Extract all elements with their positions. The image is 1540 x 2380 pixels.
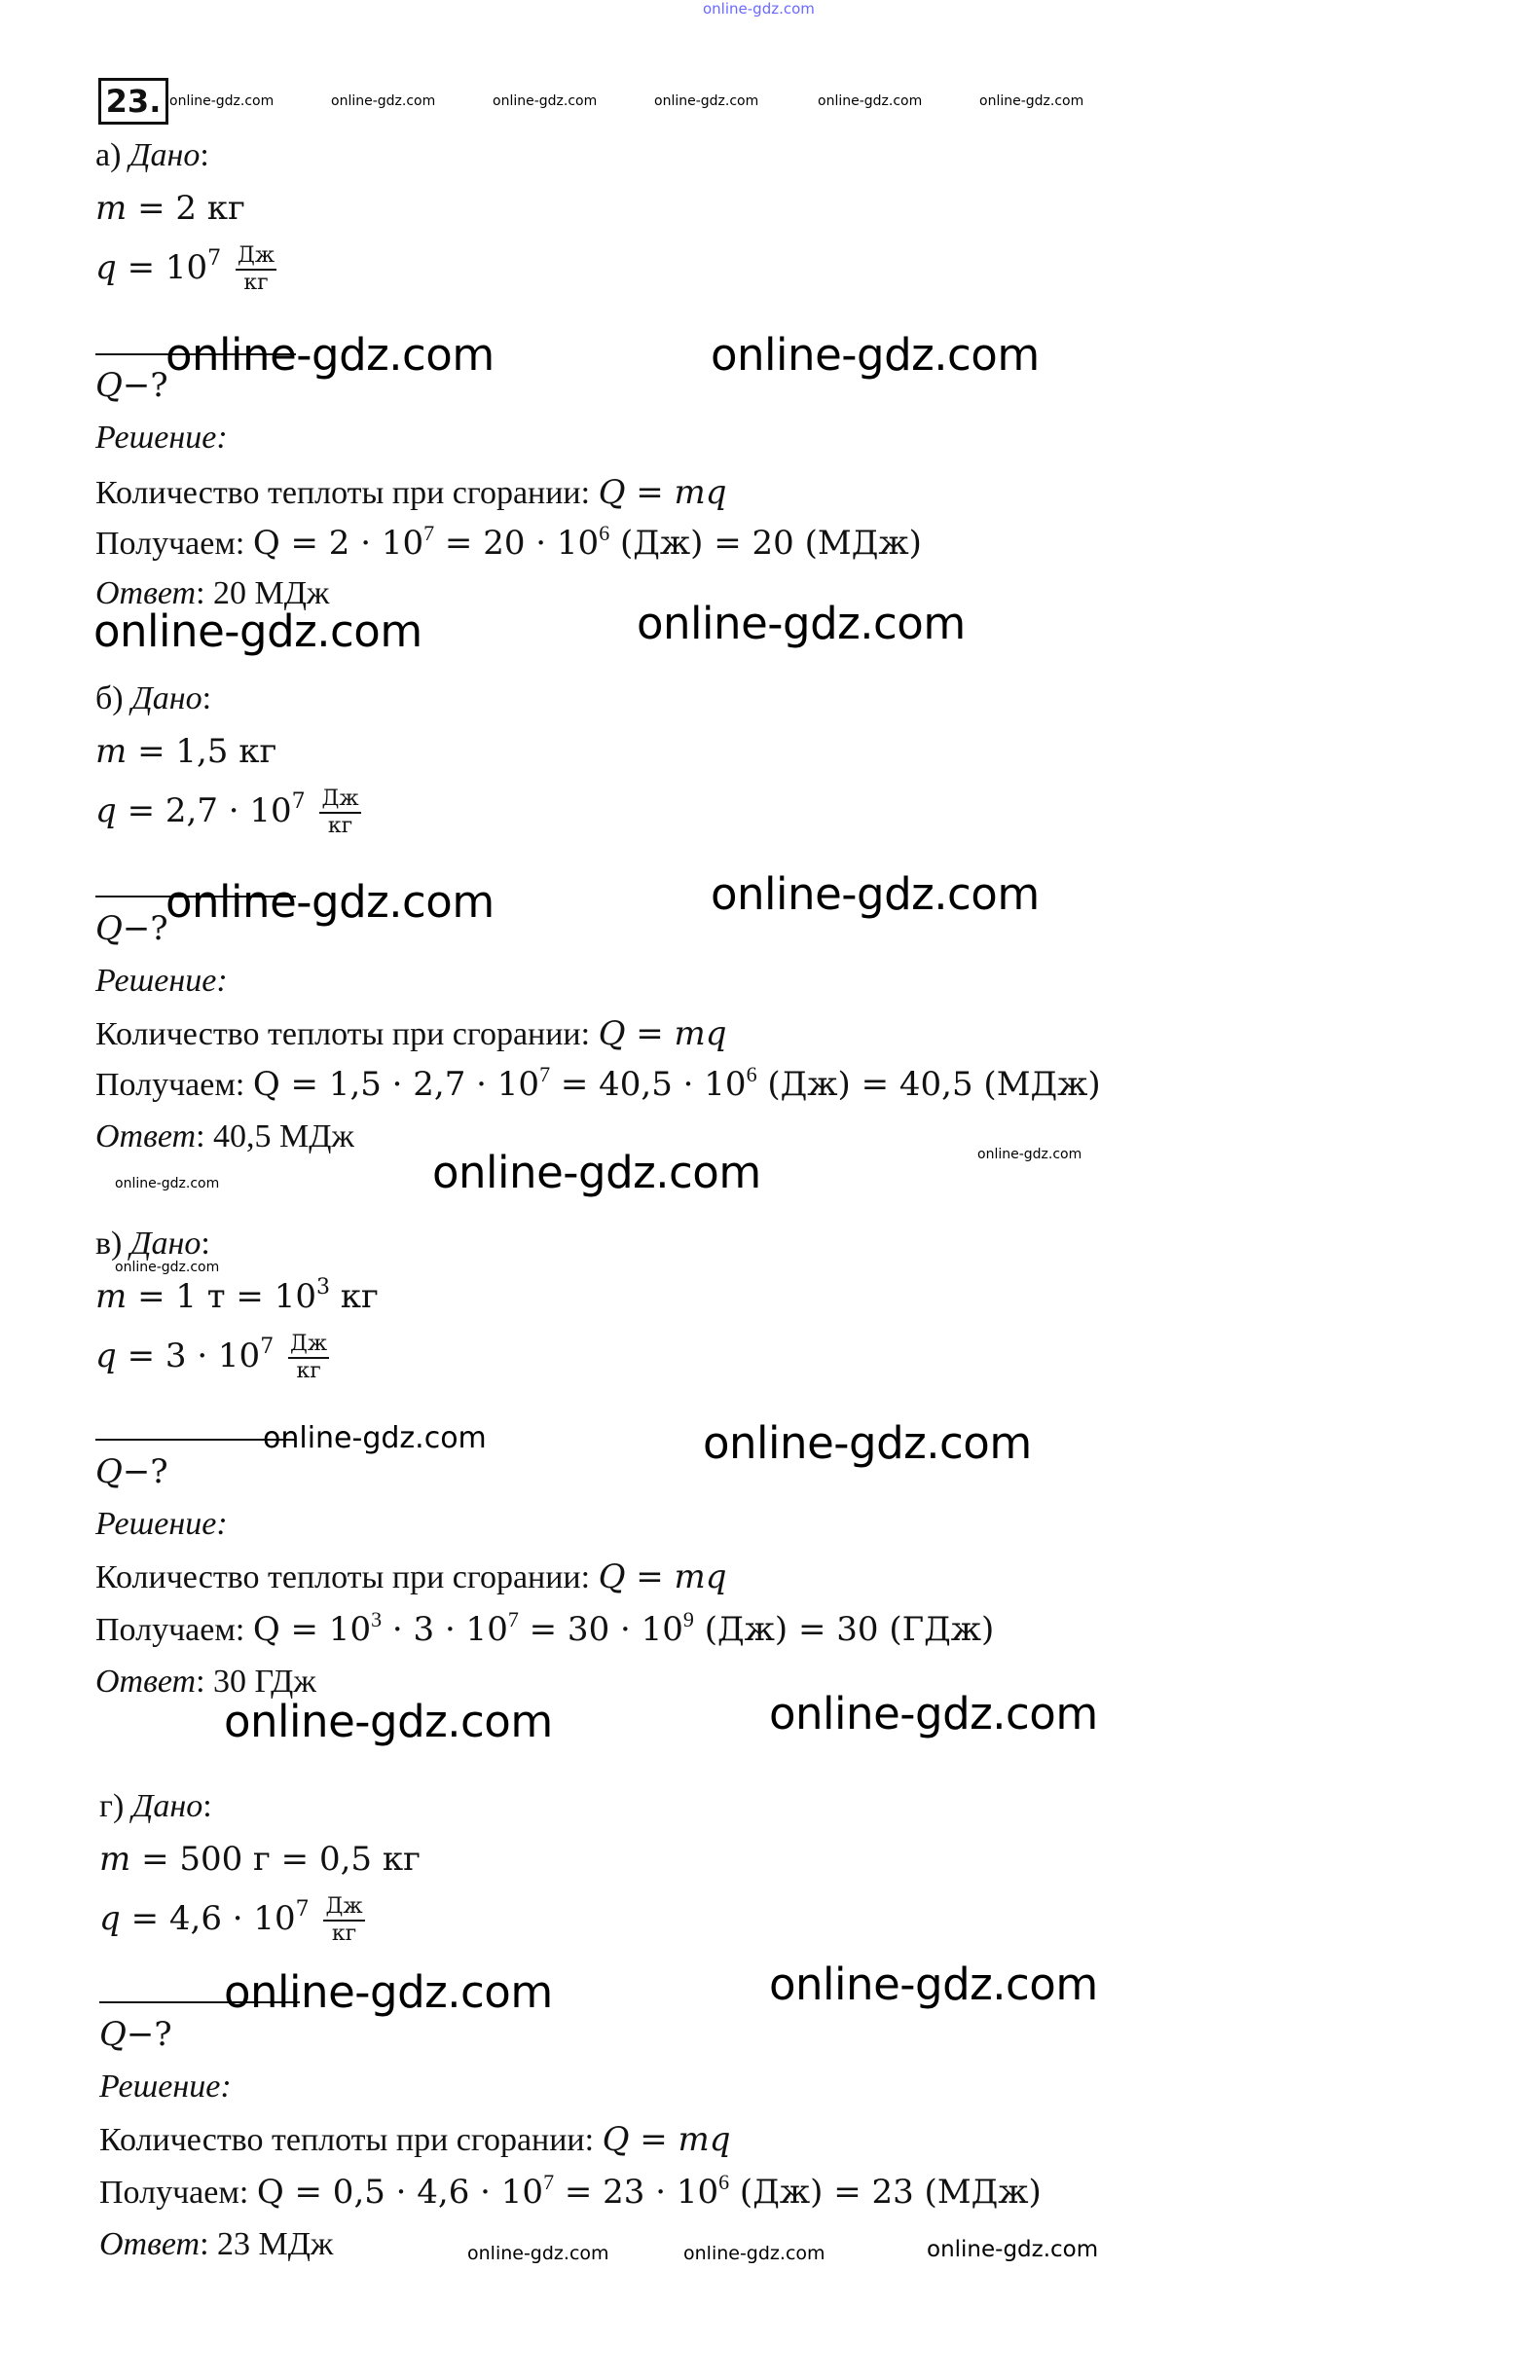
part-c-result: Получаем: $Q = 10^3 \cdot 3 \cdot 10^7 = 30 \cdot 10^9$ (Дж) = 30 (ГДж) — [95, 1607, 995, 1649]
part-d-given: г) Дано: — [99, 1788, 212, 1824]
watermark-large: online-gdz.com — [165, 876, 495, 928]
part-a-heat: $q = 10^7$ $\frac{Дж}{кг}$ — [95, 243, 275, 295]
watermark-large: online-gdz.com — [711, 329, 1040, 381]
part-b-given: б) Дано: — [95, 680, 212, 716]
part-label: а) — [95, 137, 122, 173]
unit-fraction: $\frac{Дж}{кг}$ — [321, 787, 359, 838]
part-d-solution-heading: Решение: — [99, 2069, 232, 2105]
part-a-formula: Количество теплоты при сгорании: Q = mq — [95, 473, 727, 512]
part-d-heat: $q = 4,6 \cdot 10^7$ $\frac{Дж}{кг}$ — [99, 1894, 363, 1946]
part-b-result: Получаем: $Q = 1,5 \cdot 2,7 \cdot 10^7 = 40,5 \cdot 10^6$ (Дж) = 40,5 (МДж) — [95, 1062, 1101, 1104]
watermark-small: online-gdz.com — [683, 2243, 825, 2264]
part-c-answer: Ответ: 30 ГДж — [95, 1664, 316, 1700]
part-c-given: в) Дано: — [95, 1226, 210, 1262]
part-b-solution-heading: Решение: — [95, 963, 228, 999]
watermark-small: online-gdz.com — [331, 93, 436, 109]
part-b-find: Q−? — [95, 909, 168, 948]
problem-number: 23. — [98, 78, 168, 125]
watermark-small: online-gdz.com — [467, 2243, 609, 2264]
watermark-small: online-gdz.com — [654, 93, 759, 109]
watermark-small: online-gdz.com — [493, 93, 598, 109]
watermark-small: online-gdz.com — [818, 93, 923, 109]
unit-fraction: $\frac{Дж}{кг}$ — [237, 243, 275, 295]
part-a-find: Q−? — [95, 366, 168, 405]
watermark-large: online-gdz.com — [769, 1959, 1098, 2010]
watermark-small: online-gdz.com — [115, 1260, 220, 1275]
part-d-mass: m = 500 г = 0,5 кг — [99, 1840, 421, 1879]
part-d-formula: Количество теплоты при сгорании: Q = mq — [99, 2120, 731, 2159]
part-b-answer: Ответ: 40,5 МДж — [95, 1118, 354, 1154]
part-a-answer: Ответ: 20 МДж — [95, 575, 330, 611]
part-d-result: Получаем: $Q = 0,5 \cdot 4,6 \cdot 10^7 = 23 \cdot 10^6$ (Дж) = 23 (МДж) — [99, 2170, 1042, 2212]
part-c-solution-heading: Решение: — [95, 1506, 228, 1542]
part-c-find: Q−? — [95, 1452, 168, 1491]
watermark-small: online-gdz.com — [927, 2237, 1099, 2262]
watermark-large: online-gdz.com — [224, 1696, 553, 1747]
unit-fraction: $\frac{Дж}{кг}$ — [325, 1894, 363, 1946]
watermark-small: online-gdz.com — [977, 1147, 1082, 1162]
given-word: Дано — [128, 137, 201, 173]
watermark-small: online-gdz.com — [979, 93, 1084, 109]
part-b-heat: $q = 2,7 \cdot 10^7$ $\frac{Дж}{кг}$ — [95, 787, 359, 838]
part-a-given: а) Дано: — [95, 137, 209, 173]
part-c-formula: Количество теплоты при сгорании: Q = mq — [95, 1557, 727, 1596]
part-a-solution-heading: Решение: — [95, 420, 228, 456]
top-watermark: online-gdz.com — [703, 0, 815, 18]
unit-fraction: $\frac{Дж}{кг}$ — [290, 1332, 328, 1383]
watermark-large: online-gdz.com — [769, 1688, 1098, 1739]
part-d-answer: Ответ: 23 МДж — [99, 2226, 334, 2262]
part-c-mass: m = 1 $т = 10^3$ кг — [95, 1275, 379, 1316]
part-a-mass: m = 2 кг — [95, 189, 245, 228]
part-a-result: Получаем: $Q = 2 \cdot 10^7 = 20 \cdot 10^6$ (Дж) = 20 (МДж) — [95, 521, 922, 563]
watermark-large: online-gdz.com — [165, 329, 495, 381]
watermark-large: online-gdz.com — [637, 598, 966, 649]
watermark-small: online-gdz.com — [115, 1176, 220, 1191]
part-b-formula: Количество теплоты при сгорании: Q = mq — [95, 1014, 727, 1053]
watermark-large: online-gdz.com — [703, 1417, 1032, 1469]
watermark-medium: online-gdz.com — [263, 1421, 487, 1455]
watermark-large: online-gdz.com — [711, 868, 1040, 920]
part-b-mass: m = 1,5 кг — [95, 732, 277, 771]
watermark-large: online-gdz.com — [432, 1147, 761, 1198]
watermark-large: online-gdz.com — [224, 1966, 553, 2018]
watermark-small: online-gdz.com — [169, 93, 275, 109]
part-d-find: Q−? — [99, 2015, 172, 2054]
watermark-large: online-gdz.com — [93, 605, 422, 657]
part-c-heat: $q = 3 \cdot 10^7$ $\frac{Дж}{кг}$ — [95, 1332, 328, 1383]
